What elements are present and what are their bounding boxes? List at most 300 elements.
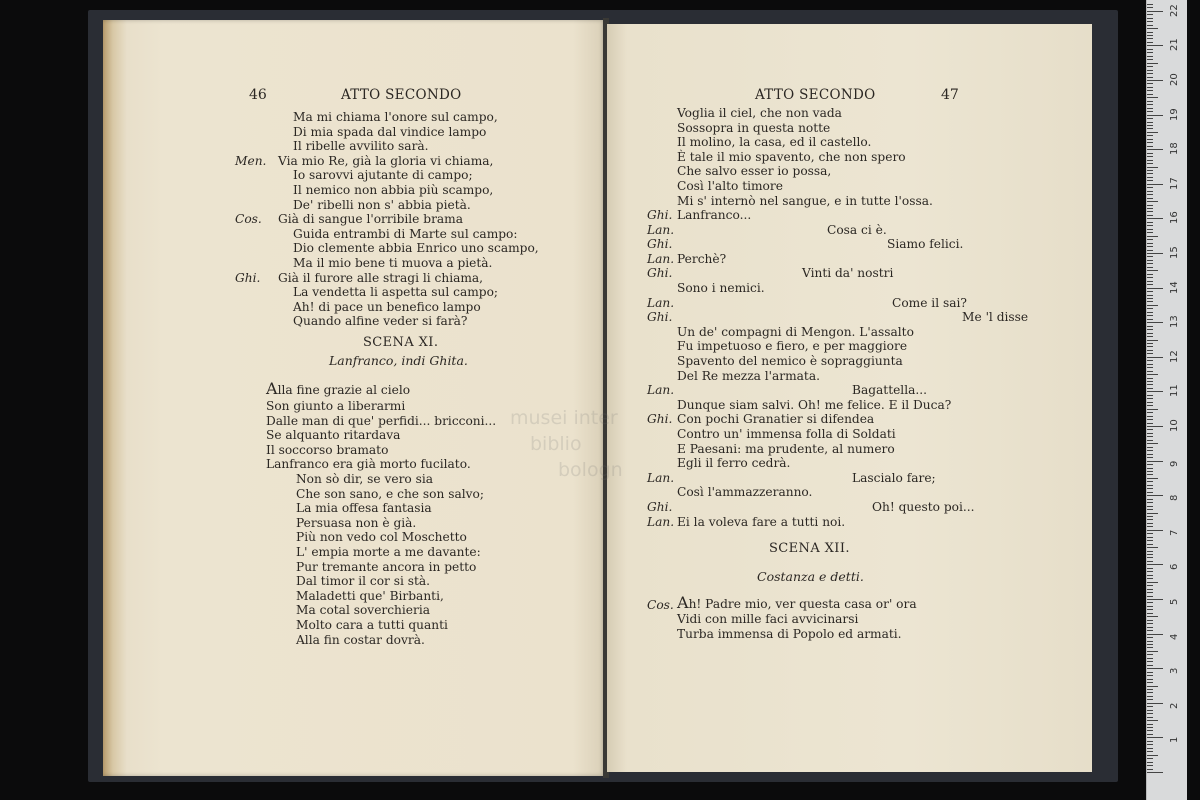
ruler-tick xyxy=(1147,4,1153,5)
speaker-label: Ghi. xyxy=(235,270,261,285)
ruler-number: 10 xyxy=(1169,419,1180,432)
ruler-tick xyxy=(1147,180,1153,181)
ruler-tick xyxy=(1147,45,1163,46)
ruler-tick xyxy=(1147,557,1153,558)
ruler-tick xyxy=(1147,205,1153,206)
ruler-tick xyxy=(1147,717,1153,718)
dialogue-line: Oh! questo poi... xyxy=(872,500,975,514)
ruler-tick xyxy=(1147,70,1153,71)
dialogue-line: Egli il ferro cedrà. xyxy=(677,456,791,471)
dialogue-line: Spavento del nemico è sopraggiunta xyxy=(677,354,903,368)
ruler-tick xyxy=(1147,250,1153,251)
verse-line: Così l'alto timore xyxy=(677,179,783,193)
ruler-tick xyxy=(1147,163,1153,164)
ruler-tick xyxy=(1147,353,1153,354)
ruler-tick xyxy=(1147,229,1153,230)
verse-line: Ma cotal soverchieria xyxy=(296,603,431,618)
verse-line: Che son sano, e che son salvo; xyxy=(296,486,484,501)
ruler-tick xyxy=(1147,568,1153,569)
ruler-tick xyxy=(1147,7,1153,8)
dialogue-line: Bagattella... xyxy=(852,383,927,398)
verse-line: Molto cara a tutti quanti xyxy=(296,618,448,632)
verse-line: Alla fin costar dovrà. xyxy=(296,632,425,647)
dialogue-line: Fu impetuoso e fiero, e per maggiore xyxy=(677,339,908,354)
running-header: ATTO SECONDO xyxy=(341,87,462,103)
ruler-tick xyxy=(1147,468,1153,469)
ruler-tick xyxy=(1147,312,1153,313)
ruler-tick xyxy=(1147,478,1158,479)
ruler-tick xyxy=(1147,270,1158,271)
ruler-number: 3 xyxy=(1169,667,1180,675)
ruler-tick xyxy=(1147,443,1158,444)
ruler-tick xyxy=(1147,63,1158,64)
verse-line: Persuasa non è già. xyxy=(296,515,417,530)
ruler-tick xyxy=(1147,170,1153,171)
ruler-tick xyxy=(1147,668,1163,669)
ruler-tick xyxy=(1147,495,1163,496)
ruler-tick xyxy=(1147,616,1158,617)
ruler-number: 8 xyxy=(1169,494,1180,502)
ruler-tick xyxy=(1147,125,1153,126)
ruler-tick xyxy=(1147,703,1163,704)
ruler-tick xyxy=(1147,374,1158,375)
watermark-line: biblio xyxy=(530,433,582,455)
speaker-label: Cos. xyxy=(235,212,262,227)
ruler-tick xyxy=(1147,544,1153,545)
ruler-tick xyxy=(1147,699,1153,700)
verse-line: Non sò dir, se vero sia xyxy=(296,472,434,486)
ruler-tick xyxy=(1147,675,1153,676)
ruler-tick xyxy=(1147,513,1158,514)
verse-line: Il molino, la casa, ed il castello. xyxy=(677,135,872,150)
ruler-tick xyxy=(1147,658,1153,659)
ruler-tick xyxy=(1147,637,1153,638)
speaker-label: Men. xyxy=(235,153,267,168)
ruler-tick xyxy=(1147,634,1163,635)
ruler-tick xyxy=(1147,554,1153,555)
verse-line: Io sarovvi ajutante di campo; xyxy=(293,168,473,183)
ruler-tick xyxy=(1147,692,1153,693)
speaker-label: Ghi. xyxy=(647,412,673,427)
ruler-tick xyxy=(1147,402,1153,403)
dialogue-line: Cosa ci è. xyxy=(827,222,887,237)
ruler-tick xyxy=(1147,142,1153,143)
ruler-tick xyxy=(1147,526,1153,527)
ruler-tick xyxy=(1147,454,1153,455)
ruler-tick xyxy=(1147,298,1153,299)
ruler-tick xyxy=(1147,218,1163,219)
dialogue-line: Siamo felici. xyxy=(887,237,964,252)
ruler-tick xyxy=(1147,111,1153,112)
ruler-tick xyxy=(1147,156,1153,157)
ruler-tick xyxy=(1147,447,1153,448)
ruler-tick xyxy=(1147,741,1153,742)
ruler-tick xyxy=(1147,367,1153,368)
ruler-number: 4 xyxy=(1169,633,1180,640)
dialogue-line: Del Re mezza l'armata. xyxy=(677,368,820,383)
verse-line: Ah! di pace un benefico lampo xyxy=(293,299,481,314)
ruler-tick xyxy=(1147,149,1163,150)
verse-line: Ma il mio bene ti muova a pietà. xyxy=(293,256,493,270)
ruler-number: 19 xyxy=(1169,107,1180,121)
ruler-tick xyxy=(1147,516,1153,517)
ruler-tick xyxy=(1147,682,1153,683)
ruler-tick xyxy=(1147,38,1153,39)
ruler-tick xyxy=(1147,301,1153,302)
ruler-tick xyxy=(1147,474,1153,475)
ruler-tick xyxy=(1147,727,1153,728)
verse-line: Voglia il ciel, che non vada xyxy=(677,106,842,120)
speaker-label: Ghi. xyxy=(647,266,673,281)
ruler-tick xyxy=(1147,381,1153,382)
ruler-tick xyxy=(1147,412,1153,413)
ruler-tick xyxy=(1147,364,1153,365)
ruler-tick xyxy=(1147,585,1153,586)
verse-line: Se alquanto ritardava xyxy=(266,428,401,443)
ruler-tick xyxy=(1147,146,1153,147)
ruler-tick xyxy=(1147,419,1153,420)
ruler-tick xyxy=(1147,765,1153,766)
dialogue-line: Vinti da' nostri xyxy=(802,266,894,281)
ruler-tick xyxy=(1147,429,1153,430)
ruler-tick xyxy=(1147,260,1153,261)
verse-line: Lanfranco era già morto fucilato. xyxy=(266,457,471,472)
page-number: 47 xyxy=(941,87,959,103)
ruler-tick xyxy=(1147,80,1163,81)
verse-line: Via mio Re, già la gloria vi chiama, xyxy=(278,153,494,168)
ruler-tick xyxy=(1147,564,1163,565)
dialogue-line: Lanfranco... xyxy=(677,208,752,222)
ruler-tick xyxy=(1147,49,1153,50)
ruler-tick xyxy=(1147,267,1153,268)
ruler-tick xyxy=(1147,730,1153,731)
ruler-tick xyxy=(1147,571,1153,572)
ruler-tick xyxy=(1147,122,1153,123)
verse-line: Quando alfine veder si farà? xyxy=(293,314,468,329)
ruler-tick xyxy=(1147,762,1153,763)
library-watermark xyxy=(510,405,690,515)
ruler-number: 17 xyxy=(1169,177,1180,190)
ruler-number: 21 xyxy=(1169,38,1180,52)
ruler-tick xyxy=(1147,530,1163,531)
verse-line: La vendetta li aspetta sul campo; xyxy=(293,285,499,300)
ruler-tick xyxy=(1147,499,1153,500)
verse-line: Son giunto a liberarmi xyxy=(266,399,406,413)
scene-subtitle: Lanfranco, indi Ghita. xyxy=(329,353,468,368)
dialogue-line: Dunque siam salvi. Oh! me felice. E il Duca? xyxy=(677,397,952,412)
watermark-line: musei inter xyxy=(510,407,618,429)
ruler-tick xyxy=(1147,315,1153,316)
ruler-tick xyxy=(1147,97,1158,98)
scene-title: SCENA XII. xyxy=(769,541,850,556)
speaker-label: Ghi. xyxy=(647,310,673,325)
ruler-tick xyxy=(1147,191,1153,192)
ruler-tick xyxy=(1147,582,1158,583)
ruler-number: 2 xyxy=(1169,702,1180,709)
ruler-tick xyxy=(1147,329,1153,330)
ruler-tick xyxy=(1147,101,1153,102)
ruler-tick xyxy=(1147,139,1153,140)
ruler-tick xyxy=(1147,620,1153,621)
ruler-tick xyxy=(1147,391,1163,392)
ruler-tick xyxy=(1147,509,1153,510)
ruler-tick xyxy=(1147,90,1153,91)
ruler-tick xyxy=(1147,208,1153,209)
ruler-tick xyxy=(1147,378,1153,379)
ruler-tick xyxy=(1147,25,1153,26)
ruler-tick xyxy=(1147,713,1153,714)
ruler-tick xyxy=(1147,135,1153,136)
ruler-tick xyxy=(1147,263,1153,264)
ruler-tick xyxy=(1147,533,1153,534)
speaker-label: Ghi. xyxy=(647,500,673,514)
ruler-tick xyxy=(1147,35,1153,36)
ruler-number: 7 xyxy=(1169,529,1180,536)
ruler-tick xyxy=(1147,737,1163,738)
ruler-tick xyxy=(1147,592,1153,593)
verse-line: Il soccorso bramato xyxy=(266,442,389,457)
ruler-tick xyxy=(1147,198,1153,199)
ruler-tick xyxy=(1147,215,1153,216)
verse-line: Guida entrambi di Marte sul campo: xyxy=(293,226,518,241)
ruler-tick xyxy=(1147,485,1153,486)
ruler-tick xyxy=(1147,409,1158,410)
ruler-tick xyxy=(1147,18,1153,19)
left-page xyxy=(103,20,605,776)
ruler-number: 18 xyxy=(1169,142,1180,156)
verse-line: L' empia morte a me davante: xyxy=(296,545,481,559)
ruler-tick xyxy=(1147,384,1153,385)
ruler-tick xyxy=(1147,28,1158,29)
ruler-tick xyxy=(1147,360,1153,361)
ruler-tick xyxy=(1147,118,1153,119)
ruler-number: 13 xyxy=(1169,315,1180,329)
ruler-tick xyxy=(1147,433,1153,434)
ruler-tick xyxy=(1147,11,1163,12)
ruler-tick xyxy=(1147,322,1163,323)
ruler-tick xyxy=(1147,305,1158,306)
ruler-tick xyxy=(1147,672,1153,673)
ruler-tick xyxy=(1147,295,1153,296)
ruler-tick xyxy=(1147,561,1153,562)
ruler-tick xyxy=(1147,326,1153,327)
dialogue-line: Un de' compagni di Mengon. L'assalto xyxy=(677,324,914,339)
ruler-tick xyxy=(1147,77,1153,78)
ruler-number: 6 xyxy=(1169,564,1180,571)
ruler-tick xyxy=(1147,236,1158,237)
ruler-tick xyxy=(1147,644,1153,645)
ruler-tick xyxy=(1147,440,1153,441)
ruler-tick xyxy=(1147,492,1153,493)
ruler-tick xyxy=(1147,201,1158,202)
drop-cap: A xyxy=(266,379,278,398)
ruler-tick xyxy=(1147,689,1153,690)
scene-title: SCENA XI. xyxy=(363,335,439,350)
ruler-tick xyxy=(1147,724,1153,725)
ruler-tick xyxy=(1147,291,1153,292)
verse-line: Già di sangue l'orribile brama xyxy=(278,212,463,227)
ruler-tick xyxy=(1147,589,1153,590)
ruler-tick xyxy=(1147,284,1153,285)
ruler-tick xyxy=(1147,599,1163,600)
first-line-rest: lla fine grazie al cielo xyxy=(277,383,411,397)
ruler-number: 22 xyxy=(1169,4,1180,17)
ruler-tick xyxy=(1147,128,1153,129)
ruler-tick xyxy=(1147,706,1153,707)
ruler-tick xyxy=(1147,274,1153,275)
ruler-tick xyxy=(1147,243,1153,244)
speaker-label: Lan. xyxy=(647,383,675,398)
closing-first-line xyxy=(677,593,917,612)
ruler-tick xyxy=(1147,609,1153,610)
ruler-tick xyxy=(1147,277,1153,278)
ruler-tick xyxy=(1147,602,1153,603)
ruler-tick xyxy=(1147,371,1153,372)
ruler-tick xyxy=(1147,132,1158,133)
ruler-tick xyxy=(1147,575,1153,576)
ruler-tick xyxy=(1147,654,1153,655)
verse-line: Pur tremante ancora in petto xyxy=(296,559,477,574)
ruler-tick xyxy=(1147,647,1153,648)
ruler-tick xyxy=(1147,94,1153,95)
ruler-number: 12 xyxy=(1169,350,1180,363)
ruler-tick xyxy=(1147,333,1153,334)
verse-line: Il nemico non abbia più scampo, xyxy=(293,183,494,197)
ruler-tick xyxy=(1147,547,1158,548)
ruler-tick xyxy=(1147,481,1153,482)
ruler-tick xyxy=(1147,506,1153,507)
ruler-tick xyxy=(1147,551,1153,552)
ruler-tick xyxy=(1147,627,1153,628)
ruler-number: 20 xyxy=(1169,73,1180,86)
ruler-number: 9 xyxy=(1169,460,1180,467)
ruler-tick xyxy=(1147,87,1153,88)
running-header: ATTO SECONDO xyxy=(755,87,876,103)
ruler-tick xyxy=(1147,416,1153,417)
ruler-tick xyxy=(1147,523,1153,524)
ruler-tick xyxy=(1147,596,1153,597)
ruler-tick xyxy=(1147,755,1158,756)
verse-line: Mi s' internò nel sangue, e in tutte l'ossa. xyxy=(677,193,933,208)
verse-line: Turba immensa di Popolo ed armati. xyxy=(677,626,902,641)
verse-line: La mia offesa fantasia xyxy=(296,501,432,516)
ruler-tick xyxy=(1147,32,1153,33)
ruler-tick xyxy=(1147,679,1153,680)
ruler-tick xyxy=(1147,104,1153,105)
ruler-tick xyxy=(1147,160,1153,161)
dialogue-line: Così l'ammazzeranno. xyxy=(677,485,813,500)
ruler-tick xyxy=(1147,578,1153,579)
ruler-tick xyxy=(1147,734,1153,735)
ruler-tick xyxy=(1147,537,1153,538)
first-line-rest: h! Padre mio, ver questa casa or' ora xyxy=(688,597,917,611)
ruler-tick xyxy=(1147,319,1153,320)
ruler-tick xyxy=(1147,177,1153,178)
ruler-tick xyxy=(1147,457,1153,458)
ruler-tick xyxy=(1147,21,1153,22)
right-page xyxy=(607,24,1092,772)
ruler-tick xyxy=(1147,173,1153,174)
ruler-tick xyxy=(1147,42,1153,43)
dialogue-line: Me 'l disse xyxy=(962,310,1029,325)
ruler-tick xyxy=(1147,772,1163,773)
ruler-tick xyxy=(1147,211,1153,212)
ruler-tick xyxy=(1147,288,1163,289)
ruler-number: 5 xyxy=(1169,598,1180,605)
verse-line: Sossopra in questa notte xyxy=(677,120,831,135)
ruler-tick xyxy=(1147,769,1153,770)
ruler-tick xyxy=(1147,758,1153,759)
verse-line: Che salvo esser io possa, xyxy=(677,164,832,179)
ruler-tick xyxy=(1147,661,1153,662)
dialogue-line: Ei la voleva fare a tutti noi. xyxy=(677,514,846,529)
ruler-tick xyxy=(1147,83,1153,84)
ruler-tick xyxy=(1147,519,1153,520)
ruler-tick xyxy=(1147,346,1153,347)
ruler-tick xyxy=(1147,256,1153,257)
speaker-label: Lan. xyxy=(647,222,675,237)
verse-line: È tale il mio spavento, che non spero xyxy=(677,149,906,164)
ruler-tick xyxy=(1147,405,1153,406)
dialogue-line: E Paesani: ma prudente, al numero xyxy=(677,441,895,456)
ruler-tick xyxy=(1147,108,1153,109)
ruler-tick xyxy=(1147,225,1153,226)
verse-line: Già il furore alle stragi li chiama, xyxy=(278,270,484,285)
ruler-tick xyxy=(1147,246,1153,247)
ruler-tick xyxy=(1147,388,1153,389)
drop-cap: A xyxy=(677,593,689,612)
speaker-label: Lan. xyxy=(647,251,675,266)
monologue-first-line xyxy=(266,379,411,398)
ruler-number: 11 xyxy=(1169,384,1180,398)
ruler-tick xyxy=(1147,398,1153,399)
verse-line: De' ribelli non s' abbia pietà. xyxy=(293,197,471,212)
ruler-tick xyxy=(1147,357,1163,358)
speaker-label: Lan. xyxy=(647,514,675,529)
ruler-tick xyxy=(1147,665,1153,666)
ruler-number: 1 xyxy=(1169,737,1180,744)
scene-subtitle: Costanza e detti. xyxy=(757,569,864,584)
speaker-label: Cos. xyxy=(647,598,674,612)
ruler-tick xyxy=(1147,464,1153,465)
ruler-tick xyxy=(1147,66,1153,67)
ruler-tick xyxy=(1147,606,1153,607)
watermark-line: bologn xyxy=(558,459,623,481)
verse-line: Il ribelle avvilito sarà. xyxy=(293,139,429,154)
ruler-tick xyxy=(1147,450,1153,451)
verse-line: Dio clemente abbia Enrico uno scampo, xyxy=(293,241,539,256)
ruler-tick xyxy=(1147,623,1153,624)
ruler-tick xyxy=(1147,461,1163,462)
ruler-tick xyxy=(1147,686,1158,687)
ruler-tick xyxy=(1147,613,1153,614)
ruler-tick xyxy=(1147,184,1163,185)
ruler-tick xyxy=(1147,436,1153,437)
ruler-tick xyxy=(1147,115,1163,116)
ruler-tick xyxy=(1147,710,1153,711)
dialogue-line: Come il sai? xyxy=(892,295,967,310)
verse-line: Dalle man di que' perfidi... bricconi... xyxy=(266,413,497,428)
verse-line: Maladetti que' Birbanti, xyxy=(296,588,444,603)
ruler-tick xyxy=(1147,253,1163,254)
ruler-tick xyxy=(1147,471,1153,472)
ruler-tick xyxy=(1147,52,1153,53)
dialogue-line: Perchè? xyxy=(677,251,727,266)
ruler-tick xyxy=(1147,239,1153,240)
ruler-tick xyxy=(1147,423,1153,424)
page-number: 46 xyxy=(249,87,267,103)
ruler-tick xyxy=(1147,167,1158,168)
